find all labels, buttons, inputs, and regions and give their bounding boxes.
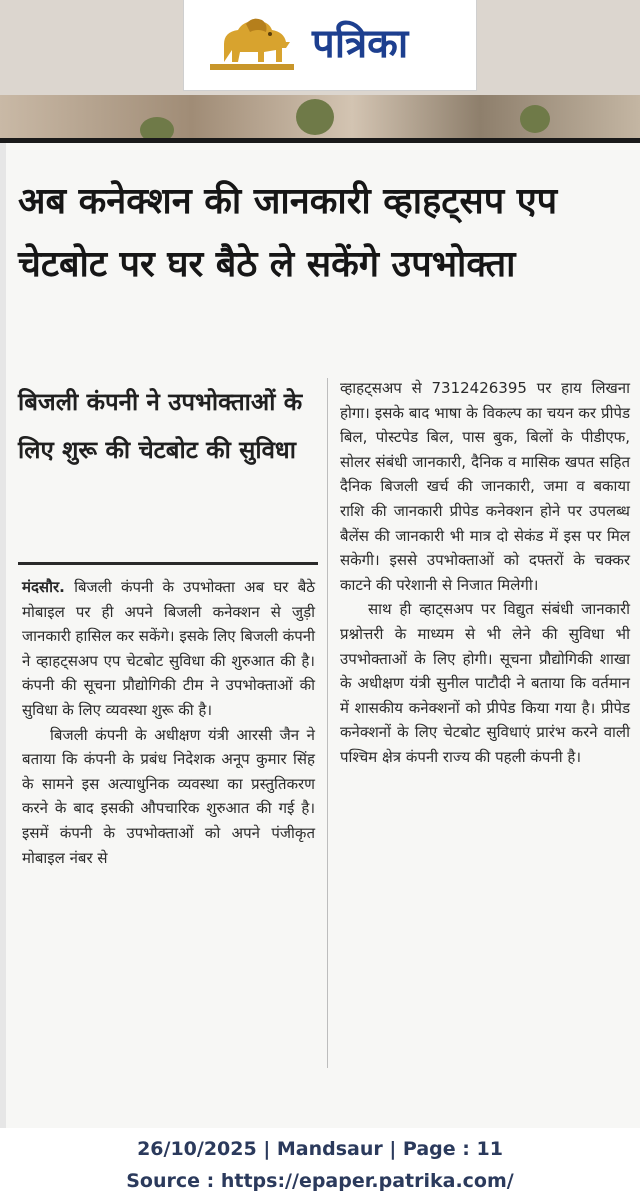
article-headline: अब कनेक्शन की जानकारी व्हाहट्सप एप चेटबोट पर घर बैठे ले सकेंगे उपभोक्ता: [18, 181, 558, 285]
lion-icon: [206, 14, 298, 72]
article-column-right: [340, 376, 630, 770]
source-link[interactable]: Source : https://epaper.patrika.com/: [126, 1170, 514, 1192]
paragraph-1-text: बिजली कंपनी के उपभोक्ता अब घर बैठे मोबाइल पर ही अपने बिजली कनेक्शन से जुड़ी जानकारी हासिल कर सकेंगे। इसके लिए बिजली कंपनी ने व्हाहट्सअप एप चेटबोट सुविधा की शुरुआत की है। कंपनी की सूचना प्रौद्योगिकी टीम ने उपभोक्ताओं की सुविधा के लिए व्यवस्था शुरू की है।: [22, 578, 315, 719]
column-divider: [327, 378, 328, 1068]
article-subheadline: बिजली कंपनी ने उपभोक्ताओं के लिए शुरू की चेटबोट की सुविधा: [18, 388, 303, 464]
edition-text: 26/10/2025 | Mandsaur | Page : 11: [137, 1138, 503, 1160]
article-paragraph-3: व्हाहट्सअप से 7312426395 पर हाय लिखना होगा। इसके बाद भाषा के विकल्प का चयन कर प्रीपेड बिल, पोस्टपेड बिल, पास बुक, बिलों के पीडीएफ, सोलर संबंधी जानकारी, दैनिक व मासिक खपत सहित दैनिक बिजली खर्च की जानकारी, जमा व बकाया राशि की जानकारी प्रीपेड कनेक्शन होने पर उपलब्ध बैलेंस की जानकारी भी मात्र दो सेकंड में इस पर मिल सकेगी। इससे उपभोक्ताओं को दफ्तरों के चक्कर काटने की परेशानी से निजात मिलेगी।: [340, 379, 630, 594]
masthead-photo-strip: [0, 95, 640, 140]
tree-shape: [296, 99, 334, 135]
clipping-left-edge: [0, 143, 6, 1128]
dateline: मंदसौर.: [22, 578, 65, 596]
source-info[interactable]: [0, 1170, 640, 1192]
article-paragraph-4: साथ ही व्हाट्सअप पर विद्युत संबंधी जानकारी प्रश्नोत्तरी के माध्यम से भी लेने की सुविधा भी उपभोक्ताओं के लिए होगी। सूचना प्रौद्योगिकी शाखा के अधीक्षण यंत्री सुनील पाटौदी ने बताया कि वर्तमान में शासकीय कनेक्शनों को प्रीपेड किया गया है। प्रीपेड कनेक्शनों के लिए चेटबोट सुविधाएं प्रारंभ करने वाली पश्चिम क्षेत्र कंपनी राज्य की पहली कंपनी है।: [340, 600, 630, 766]
logo-wordmark: पत्रिका: [312, 21, 409, 67]
article-paragraph-1: [22, 575, 315, 723]
subheadline-rule: [18, 562, 318, 565]
tree-shape: [520, 105, 550, 133]
article-paragraph-2: बिजली कंपनी के अधीक्षण यंत्री आरसी जैन ने बताया कि कंपनी के प्रबंध निदेशक अनूप कुमार सिंह के सामने इस अत्याधुनिक व्यवस्था का प्रस्तुतिकरण करने के बाद इसकी औपचारिक शुरुआत की गई है। इसमें कंपनी के उपभोक्ताओं को अपने पंजीकृत मोबाइल नंबर से: [22, 725, 315, 867]
newspaper-logo[interactable]: [183, 0, 477, 91]
article-column-left: [22, 575, 315, 870]
edition-info: [0, 1138, 640, 1160]
